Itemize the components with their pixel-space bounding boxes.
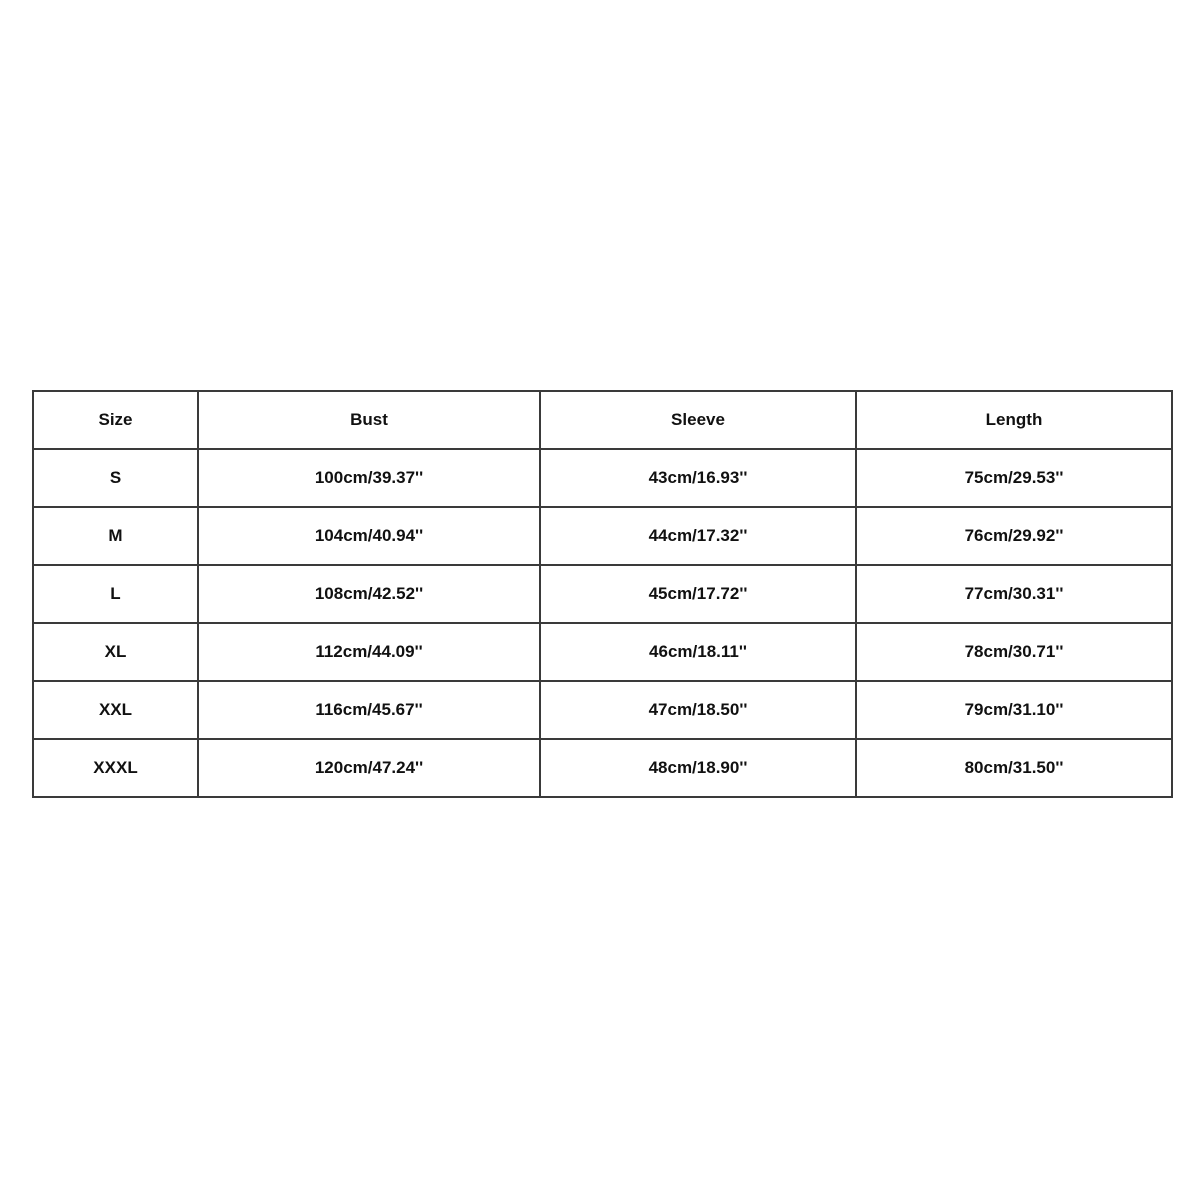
bust-cell: 112cm/44.09'' [198, 623, 540, 681]
length-cell: 78cm/30.71'' [856, 623, 1172, 681]
table-row [33, 623, 1172, 681]
length-cell: 76cm/29.92'' [856, 507, 1172, 565]
header-length: Length [856, 391, 1172, 449]
table-row [33, 739, 1172, 797]
header-sleeve: Sleeve [540, 391, 856, 449]
sleeve-cell: 44cm/17.32'' [540, 507, 856, 565]
table-row [33, 565, 1172, 623]
bust-cell: 100cm/39.37'' [198, 449, 540, 507]
sleeve-cell: 47cm/18.50'' [540, 681, 856, 739]
size-chart-table [32, 390, 1173, 798]
length-cell: 79cm/31.10'' [856, 681, 1172, 739]
bust-cell: 120cm/47.24'' [198, 739, 540, 797]
bust-cell: 116cm/45.67'' [198, 681, 540, 739]
bust-cell: 108cm/42.52'' [198, 565, 540, 623]
length-cell: 77cm/30.31'' [856, 565, 1172, 623]
header-row [33, 391, 1172, 449]
length-cell: 75cm/29.53'' [856, 449, 1172, 507]
length-cell: 80cm/31.50'' [856, 739, 1172, 797]
table-row [33, 449, 1172, 507]
table-row [33, 681, 1172, 739]
sleeve-cell: 48cm/18.90'' [540, 739, 856, 797]
size-cell: XXXL [33, 739, 198, 797]
size-cell: S [33, 449, 198, 507]
size-cell: L [33, 565, 198, 623]
size-cell: XXL [33, 681, 198, 739]
size-cell: XL [33, 623, 198, 681]
sleeve-cell: 46cm/18.11'' [540, 623, 856, 681]
size-cell: M [33, 507, 198, 565]
bust-cell: 104cm/40.94'' [198, 507, 540, 565]
header-size: Size [33, 391, 198, 449]
sleeve-cell: 45cm/17.72'' [540, 565, 856, 623]
header-bust: Bust [198, 391, 540, 449]
table-row [33, 507, 1172, 565]
sleeve-cell: 43cm/16.93'' [540, 449, 856, 507]
